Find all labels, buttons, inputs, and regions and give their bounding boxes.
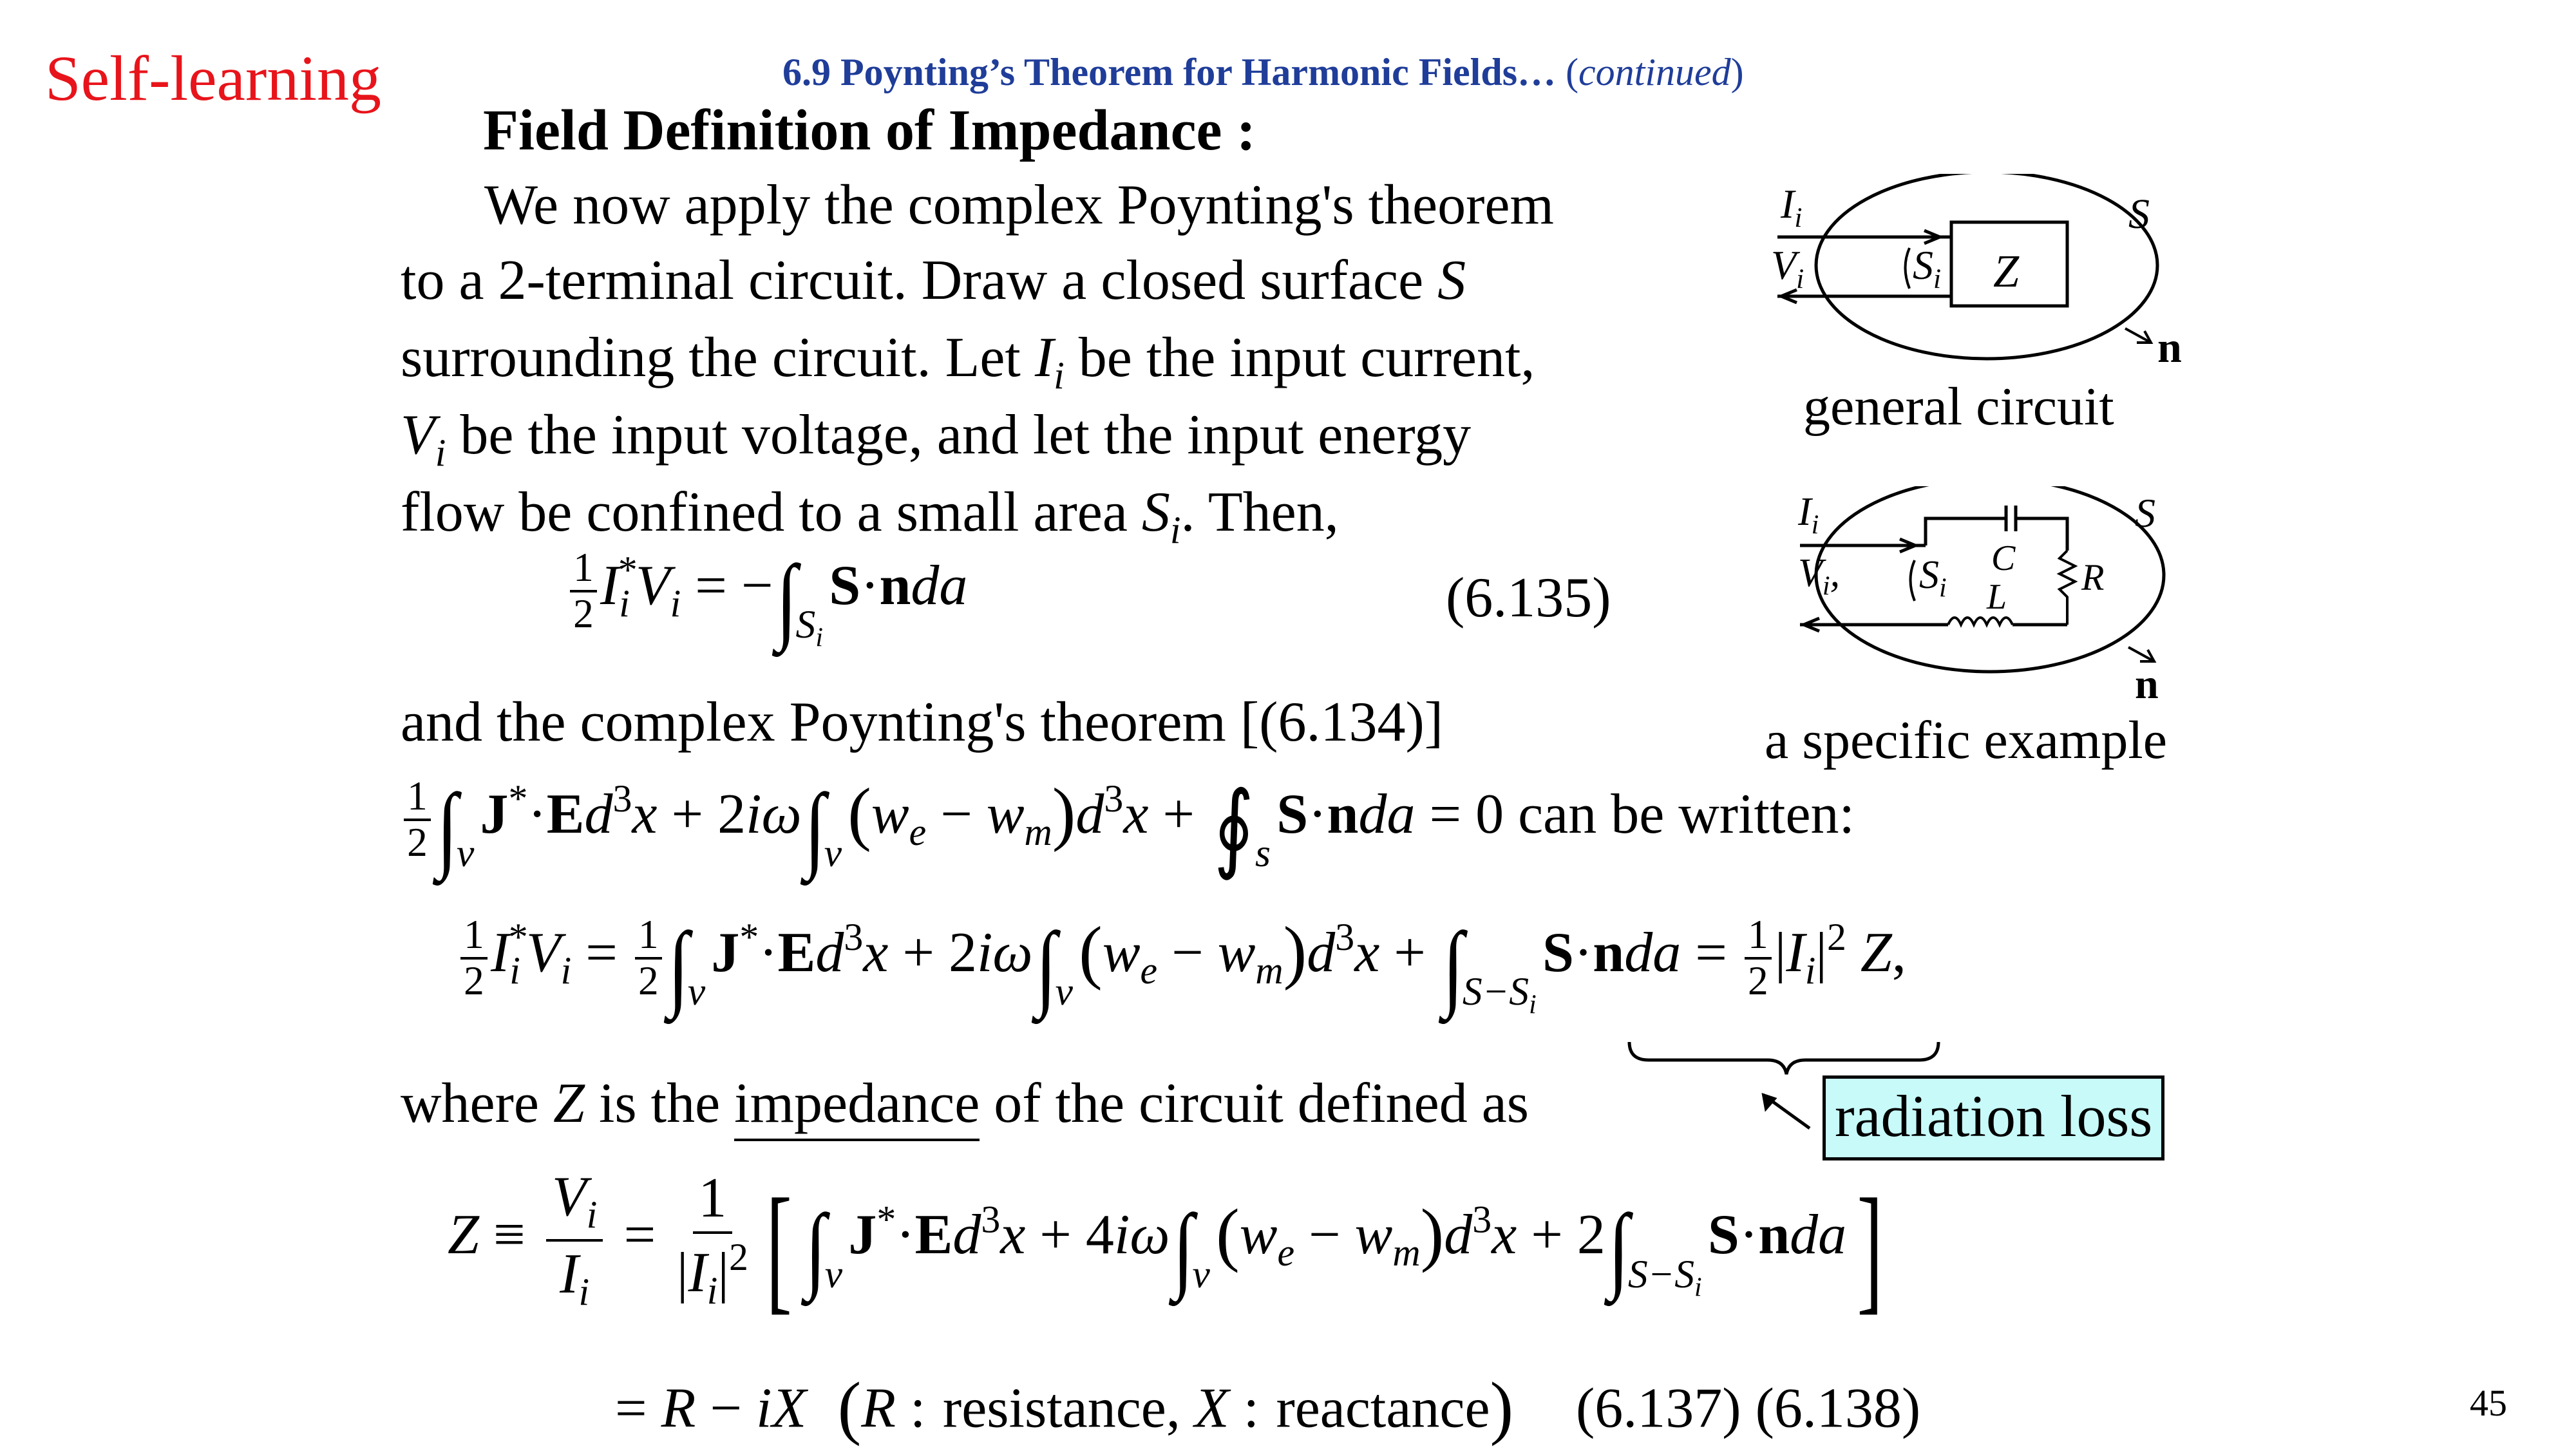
paragraph-line-4: $V_i$ be the input voltage, and let the input energy — [401, 404, 1472, 475]
paragraph-line-2 — [401, 249, 1466, 312]
diagram1-normal-label: n — [2157, 323, 2182, 372]
equation-6-135: $\frac{1}{2}$ $I_i^*V_i = -\int_{S_i}S\cdot nda$ — [567, 547, 967, 652]
equation-expanded: $\frac{1}{2}$ $I_i^*V_i$ = $\frac{1}{2}$ $\int_vJ^*\cdot Ed^3x + 2i\omega\int_v(w_e - w_m)d^3x + \int_{S-S_i}S\cdot nda$ = $\frac{1}{2}$ $|I_i|^2$ Z, — [457, 914, 1906, 1019]
equation-numbers: (6.137) (6.138) — [1575, 1377, 1921, 1440]
paragraph-line-3: surrounding the circuit. Let $I_i$ be the input current, — [401, 327, 1535, 397]
diagram2-normal-label: n — [2135, 661, 2159, 708]
slide-heading: Field Definition of Impedance : — [483, 99, 1256, 162]
specific-example-diagram — [1784, 486, 2222, 712]
diagram2-area-label: $S_i$ — [1919, 553, 1947, 603]
paragraph-line-5: flow be confined to a small area $S_i$. Then, — [401, 481, 1339, 552]
diagram1-impedance-box-label: Z — [1993, 245, 2020, 297]
section-title-text: 6.9 Poynting’s Theorem for Harmonic Fields… — [782, 51, 1557, 93]
equation-impedance: Z ≡ $\frac{V_i}{I_i}$ = $\frac{1}{|I_i|^2}$ [ $\int_vJ^*\cdot Ed^3x + 4i\omega\int_v(w_e - w_m)d^3x + 2\int_{S-S_i}S\cdot nda$] — [448, 1166, 1883, 1327]
general-circuit-diagram — [1758, 174, 2209, 386]
resistance-label: resistance, — [942, 1377, 1180, 1440]
reactance-label: reactance — [1276, 1377, 1490, 1440]
paragraph-line-1: We now apply the complex Poynting's theorem — [484, 174, 1554, 236]
diagram2-resistor-label: R — [2081, 556, 2105, 598]
diagram2-inductor-label: L — [1987, 577, 2007, 617]
paragraph-line-3-tail: be the input current, — [1064, 327, 1535, 389]
can-be-written-text: can be written: — [1518, 783, 1855, 846]
diagram2-voltage-label: $V_i$, — [1798, 551, 1841, 601]
diagram2-surface-label: S — [2135, 490, 2155, 536]
diagram1-current-label: $I_i$ — [1781, 181, 1803, 233]
self-learning-tag: Self-learning — [45, 43, 382, 114]
page-number: 45 — [2470, 1382, 2507, 1424]
equation-resistance-reactance: = R − iX (R : resistance, X : reactance) (6.137) (6.138) — [615, 1368, 1921, 1446]
section-continued: continued — [1578, 51, 1731, 93]
equation-poynting-theorem: $\frac{1}{2}$ $\int_vJ^*\cdot Ed^3x + 2i\omega\int_v(w_e - w_m)d^3x$ + $∮_sS\cdot nda = 0$ can be written: — [401, 776, 1855, 874]
equation-6-135-number: (6.135) — [1446, 567, 1611, 629]
impedance-definition-text: where Z is the impedance of the circuit defined as — [401, 1075, 1529, 1132]
impedance-term: impedance — [734, 1072, 980, 1141]
paragraph-line-5-tail: . Then, — [1180, 481, 1339, 544]
radiation-loss-callout: radiation loss — [1823, 1075, 2164, 1160]
diagram1-surface-label: S — [2128, 191, 2150, 238]
general-circuit-caption: general circuit — [1803, 377, 2114, 437]
theorem-intro-text: and the complex Poynting's theorem [(6.134)] — [401, 691, 1444, 753]
diagram1-voltage-label: $V_i$ — [1771, 242, 1804, 294]
paragraph-line-4-text: be the input voltage, and let the input energy — [446, 404, 1472, 466]
surface-symbol: S — [1437, 249, 1466, 312]
diagram2-capacitor-label: C — [1991, 538, 2016, 578]
section-title: 6.9 Poynting’s Theorem for Harmonic Fields… (continued) — [782, 51, 1744, 93]
paragraph-line-3-text: surrounding the circuit. Let — [401, 327, 1035, 389]
diagram2-current-label: $I_i$ — [1798, 490, 1819, 540]
specific-example-caption: a specific example — [1765, 710, 2167, 770]
paragraph-line-5-text: flow be confined to a small area — [401, 481, 1142, 544]
diagram1-area-label: $S_i$ — [1913, 242, 1942, 294]
paragraph-line-2-text: to a 2-terminal circuit. Draw a closed surface — [401, 249, 1438, 312]
